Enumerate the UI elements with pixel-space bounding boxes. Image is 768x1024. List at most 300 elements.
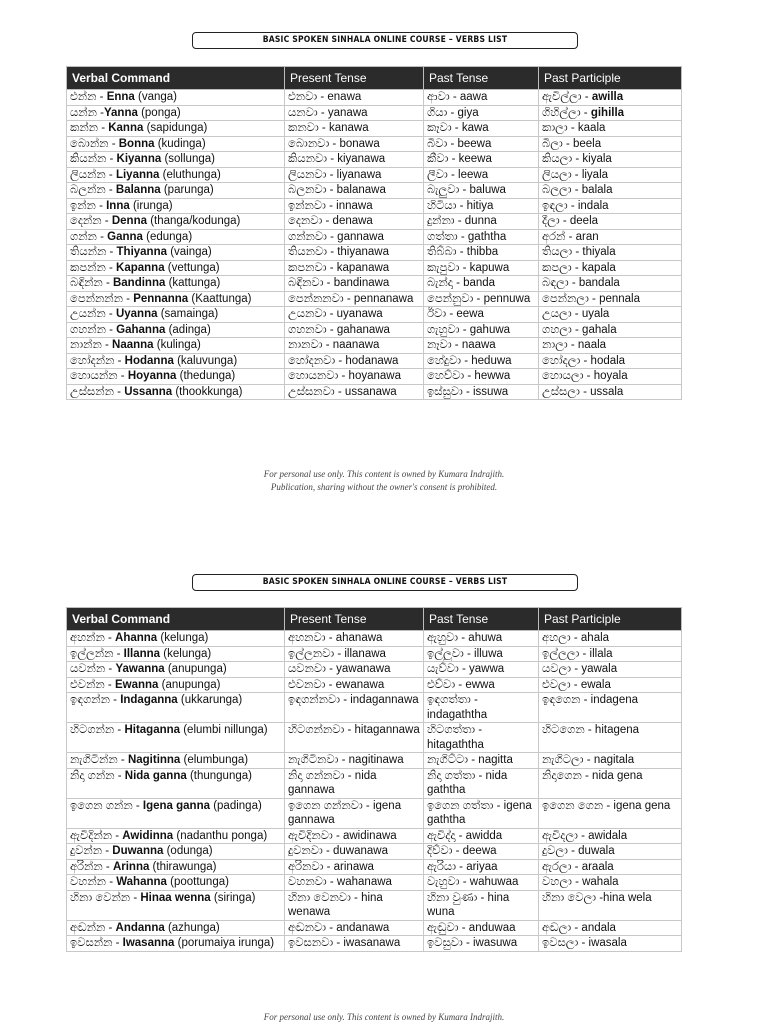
cell-text: පෙන්නුවා - pennuwa <box>427 292 531 305</box>
past-tense-cell <box>424 322 539 338</box>
cell-text: ඉවසලා - iwasala <box>542 937 627 949</box>
past-participle-cell <box>539 798 682 828</box>
past-tense-cell <box>424 369 539 385</box>
verb-romanized: Kapanna <box>116 261 165 274</box>
present-tense-cell <box>285 245 424 261</box>
verbal-command-cell <box>67 753 285 769</box>
verbal-command-cell <box>67 384 285 400</box>
cell-text: බීලා - beela <box>542 137 602 150</box>
cell-text: උයලා - uyala <box>542 308 610 320</box>
past-tense-cell <box>424 198 539 214</box>
cell-text: ලියන්න - <box>70 168 116 181</box>
verb-romanized: Bandinna <box>112 277 166 289</box>
cell-text: දුවන්න - <box>70 845 113 857</box>
cell-text: අඬනවා - andanawa <box>288 921 390 934</box>
past-participle-cell <box>539 183 682 199</box>
present-tense-cell <box>285 828 424 844</box>
cell-text: (kelunga) <box>157 632 209 644</box>
present-tense-cell <box>285 183 424 199</box>
past-tense-cell <box>424 646 539 662</box>
past-tense-cell <box>424 152 539 168</box>
cell-text: ඉන්නවා - innawa <box>288 199 373 212</box>
past-tense-cell <box>424 936 539 952</box>
cell-text: නැගිටලා - nagitala <box>542 754 635 766</box>
cell-text: යැව්වා - yawwa <box>427 663 505 675</box>
present-tense-cell <box>285 859 424 875</box>
verbal-command-cell <box>67 245 285 261</box>
verbal-command-cell <box>67 631 285 647</box>
cell-text: කෑවා - kawa <box>427 122 489 134</box>
table-row <box>67 828 682 844</box>
cell-text: ඊවා - eewa <box>427 308 484 320</box>
verb-romanized: Indaganna <box>120 694 178 706</box>
table-row <box>67 229 682 245</box>
cell-text: උයනවා - uyanawa <box>288 308 383 320</box>
verbal-command-cell <box>67 693 285 723</box>
table-row <box>67 198 682 214</box>
cell-text: එවනවා - ewanawa <box>288 678 385 691</box>
present-tense-cell <box>285 631 424 647</box>
verbal-command-cell <box>67 768 285 798</box>
verb-romanized: Naanna <box>112 339 154 351</box>
cell-text: ඉල්ලන්න - <box>70 647 124 660</box>
verbal-command-cell <box>67 121 285 137</box>
past-participle-cell <box>539 353 682 369</box>
past-participle-cell <box>539 90 682 106</box>
past-participle-cell <box>539 677 682 693</box>
present-tense-cell <box>285 890 424 920</box>
cell-text: පෙන්නලා - pennala <box>542 292 640 305</box>
cell-text: කියන්න - <box>70 153 117 165</box>
cell-text: පෙන්නනවා - pennanawa <box>288 292 414 305</box>
cell-text: තිබ්බා - thibba <box>427 246 499 258</box>
cell-text: ඇඬුවා - anduwaa <box>427 921 516 934</box>
present-tense-cell <box>285 768 424 798</box>
verb-romanized: Thiyanna <box>116 246 167 258</box>
verb-romanized: Nida ganna <box>124 769 187 782</box>
cell-text: කපනවා - kapanawa <box>288 261 390 274</box>
cell-text: බඳින්න - <box>70 277 113 289</box>
verb-romanized: Ussanna <box>124 385 173 398</box>
cell-text: නැගිටිනවා - nagitinawa <box>288 754 404 766</box>
header-past-tense: Past Tense <box>424 608 539 631</box>
cell-text: (anupunga) <box>158 678 221 691</box>
cell-text: නෑවා - naawa <box>427 339 496 351</box>
cell-text: එන්න - <box>70 91 107 103</box>
cell-text: හිනා වුණා - hina wuna <box>427 891 510 918</box>
past-tense-cell <box>424 260 539 276</box>
past-participle-cell <box>539 276 682 292</box>
past-participle-cell <box>539 890 682 920</box>
cell-text: (elumbunga) <box>180 754 249 766</box>
cell-text: (irunga) <box>129 199 173 212</box>
verb-romanized: Ewanna <box>114 678 159 691</box>
past-participle-cell <box>539 369 682 385</box>
footer-sharing-note: Publication, sharing without the owner's consent is prohibited. <box>270 482 498 492</box>
cell-text: යනවා - yanawa <box>288 106 368 119</box>
verb-romanized: Hitaganna <box>124 724 181 736</box>
verbal-command-cell <box>67 167 285 183</box>
cell-text: (parunga) <box>160 184 214 196</box>
present-tense-cell <box>285 276 424 292</box>
header-verbal-command: Verbal Command <box>67 67 285 90</box>
section-title: BASIC SPOKEN SINHALA ONLINE COURSE – VERBS LIST <box>192 32 578 49</box>
past-participle-cell <box>539 723 682 753</box>
present-tense-cell <box>285 369 424 385</box>
table-row <box>67 121 682 137</box>
cell-text: බලනවා - balanawa <box>288 184 386 196</box>
cell-text: බොනවා - bonawa <box>288 137 380 150</box>
present-tense-cell <box>285 136 424 152</box>
past-tense-cell <box>424 90 539 106</box>
past-participle-cell <box>539 214 682 230</box>
cell-text: උස්සන්න - <box>70 385 125 398</box>
table-row <box>67 631 682 647</box>
cell-text: කපන්න - <box>70 261 117 274</box>
verb-romanized: Bonna <box>118 137 155 150</box>
cell-text: කපලා - kapala <box>542 261 616 274</box>
cell-text: (poottunga) <box>166 876 229 888</box>
cell-text: බඳිනවා - bandinawa <box>288 277 390 289</box>
present-tense-cell <box>285 677 424 693</box>
cell-text: බැලුවා - baluwa <box>427 184 506 196</box>
verbal-command-cell <box>67 322 285 338</box>
present-tense-cell <box>285 384 424 400</box>
verbal-command-cell <box>67 723 285 753</box>
past-participle-cell <box>539 768 682 798</box>
cell-text: ඉඳලා - indala <box>542 199 609 212</box>
cell-text: (vainga) <box>167 246 212 258</box>
table-row <box>67 322 682 338</box>
cell-text: ඉඳගෙන - indagena <box>542 694 639 706</box>
past-tense-cell <box>424 693 539 723</box>
cell-text: හිටගන්නවා - hitagannawa <box>288 724 420 736</box>
past-tense-cell <box>424 890 539 920</box>
present-tense-cell <box>285 936 424 952</box>
past-participle-cell <box>539 844 682 860</box>
cell-text: අඬන්න - <box>70 921 116 934</box>
present-tense-cell <box>285 229 424 245</box>
cell-text: එනවා - enawa <box>288 91 362 103</box>
present-tense-cell <box>285 152 424 168</box>
cell-text: ඉල්ලුවා - illuwa <box>427 647 503 660</box>
past-tense-cell <box>424 677 539 693</box>
cell-text: (sapidunga) <box>143 122 208 134</box>
past-participle-cell <box>539 920 682 936</box>
past-tense-cell <box>424 136 539 152</box>
table-row <box>67 723 682 753</box>
cell-text: ආවා - aawa <box>427 91 488 103</box>
past-tense-cell <box>424 245 539 261</box>
present-tense-cell <box>285 291 424 307</box>
header-past-participle: Past Participle <box>539 608 682 631</box>
cell-text: අහන්න - <box>70 632 116 644</box>
cell-text: හිටගන්න - <box>70 724 125 736</box>
verb-romanized: Yanna <box>103 106 138 119</box>
cell-text: (eluthunga) <box>159 168 221 181</box>
cell-text: එවලා - ewala <box>542 678 611 691</box>
past-tense-cell <box>424 105 539 121</box>
cell-text: කැපුවා - kapuwa <box>427 261 510 274</box>
cell-text: ඉස්සුවා - issuwa <box>427 385 509 398</box>
cell-text: අඬලා - andala <box>542 921 616 934</box>
cell-text: ඉගෙන ගෙන - igena gena <box>542 799 671 812</box>
cell-text: නිදා ගන්නවා - nida gannawa <box>288 769 377 796</box>
cell-text: (thookkunga) <box>172 385 243 398</box>
cell-text: (azhunga) <box>164 921 220 934</box>
past-tense-cell <box>424 631 539 647</box>
verbal-command-cell <box>67 646 285 662</box>
cell-text: උස්සනවා - ussanawa <box>288 385 397 398</box>
cell-text: හෝදලා - hodala <box>542 354 626 367</box>
past-tense-cell <box>424 229 539 245</box>
cell-text: ගිහිල්ලා - <box>542 106 591 119</box>
past-tense-cell <box>424 183 539 199</box>
footer-ownership-note: For personal use only. This content is owned by Kumara Indrajith. <box>263 1012 505 1022</box>
cell-text: හිනා වෙන්න - <box>70 891 141 904</box>
header-past-tense: Past Tense <box>424 67 539 90</box>
present-tense-cell <box>285 322 424 338</box>
present-tense-cell <box>285 875 424 891</box>
cell-text: ලීවා - leewa <box>427 168 489 181</box>
cell-text: ඇවිදිනවා - awidinawa <box>288 829 397 842</box>
cell-text: (elumbi nillunga) <box>180 724 268 736</box>
table-row <box>67 768 682 798</box>
table-row <box>67 260 682 276</box>
present-tense-cell <box>285 844 424 860</box>
verbal-command-cell <box>67 276 285 292</box>
table-row <box>67 693 682 723</box>
cell-text: තියන්න - <box>70 246 117 258</box>
past-participle-cell <box>539 631 682 647</box>
past-participle-cell <box>539 121 682 137</box>
past-participle-cell <box>539 662 682 678</box>
past-participle-cell <box>539 936 682 952</box>
past-tense-cell <box>424 859 539 875</box>
verbs-table <box>66 66 682 400</box>
present-tense-cell <box>285 121 424 137</box>
cell-text: හොයන්න - <box>70 370 128 382</box>
cell-text: හේදුවා - heduwa <box>427 354 512 367</box>
cell-text: ඉඳගන්නවා - indagannawa <box>288 694 419 706</box>
cell-text: නිදා ගන්න - <box>70 769 125 782</box>
table-row <box>67 384 682 400</box>
cell-text: ඉගෙන ගත්තා - igena gaththa <box>427 799 532 826</box>
cell-text: බලලා - balala <box>542 184 613 196</box>
verbal-command-cell <box>67 214 285 230</box>
verbal-command-cell <box>67 828 285 844</box>
cell-text: අරින්න - <box>70 860 113 873</box>
verb-romanized: Denna <box>111 215 147 227</box>
verbal-command-cell <box>67 152 285 168</box>
past-participle-cell <box>539 875 682 891</box>
table-row <box>67 136 682 152</box>
cell-text: (ponga) <box>137 106 181 119</box>
cell-text: (kattunga) <box>165 277 221 289</box>
verbal-command-cell <box>67 229 285 245</box>
past-tense-cell <box>424 798 539 828</box>
past-tense-cell <box>424 353 539 369</box>
verbal-command-cell <box>67 890 285 920</box>
verb-romanized: Ahanna <box>115 632 158 644</box>
past-participle-cell <box>539 167 682 183</box>
cell-text: හිනා වෙලා -hina wela <box>542 891 652 904</box>
cell-text: (ukkarunga) <box>177 694 243 706</box>
cell-text: කන්න - <box>70 122 109 134</box>
verb-romanized: Nagitinna <box>127 754 181 766</box>
table-row <box>67 369 682 385</box>
cell-text: වහනවා - wahanawa <box>288 876 392 888</box>
cell-text: බොන්න - <box>70 137 119 150</box>
cell-text: හෙව්වා - hewwa <box>427 370 511 382</box>
table-row <box>67 152 682 168</box>
cell-text: (samainga) <box>157 308 219 320</box>
cell-text: හෝදන්න - <box>70 354 125 367</box>
cell-text: දෙනවා - denawa <box>288 215 373 227</box>
cell-text: ඉල්ලනවා - illanawa <box>288 647 386 660</box>
cell-text: (thirawunga) <box>149 860 217 873</box>
cell-text: හොයලා - hoyala <box>542 370 628 382</box>
verb-romanized: Illanna <box>123 647 161 660</box>
cell-text: ඉගෙන ගන්නවා - igena gannawa <box>288 799 402 826</box>
cell-text: හිටගෙන - hitagena <box>542 724 640 736</box>
cell-text: ඇවිදලා - awidala <box>542 829 628 842</box>
table-header-row <box>67 67 682 90</box>
table-row <box>67 920 682 936</box>
verb-romanized: Hodanna <box>124 354 174 367</box>
cell-text: (padinga) <box>210 799 262 812</box>
cell-text: අරිනවා - arinawa <box>288 860 374 873</box>
verb-romanized: Pennanna <box>133 292 189 305</box>
table-row <box>67 338 682 354</box>
table-row <box>67 105 682 121</box>
cell-text: යවනවා - yawanawa <box>288 663 391 675</box>
cell-text: (thungunga) <box>186 769 252 782</box>
cell-text: ඉවසනවා - iwasanawa <box>288 937 401 949</box>
table-row <box>67 936 682 952</box>
table-row <box>67 183 682 199</box>
verbal-command-cell <box>67 291 285 307</box>
table-row <box>67 798 682 828</box>
verb-romanized: Hoyanna <box>127 370 177 382</box>
cell-text: ගැහුවා - gahuwa <box>427 323 511 336</box>
present-tense-cell <box>285 105 424 121</box>
past-tense-cell <box>424 307 539 323</box>
cell-text: හෝදනවා - hodanawa <box>288 354 399 367</box>
table-row <box>67 646 682 662</box>
cell-text: බලන්න - <box>70 184 116 196</box>
cell-text: (kudinga) <box>154 137 206 150</box>
table-row <box>67 214 682 230</box>
cell-text: (thedunga) <box>176 370 236 382</box>
verbal-command-cell <box>67 875 285 891</box>
cell-text: එවන්න - <box>70 678 115 691</box>
cell-text: ඇවිල්ලා - <box>542 91 592 103</box>
cell-text: නානවා - naanawa <box>288 339 380 351</box>
cell-text: නිදාගෙන - nida gena <box>542 769 643 782</box>
past-participle-cell <box>539 859 682 875</box>
present-tense-cell <box>285 662 424 678</box>
past-participle-cell <box>539 307 682 323</box>
cell-text: උස්සලා - ussala <box>542 385 624 398</box>
header-verbal-command: Verbal Command <box>67 608 285 631</box>
table-row <box>67 291 682 307</box>
cell-text: තියනවා - thiyanawa <box>288 246 389 258</box>
cell-text: යවන්න - <box>70 663 116 675</box>
cell-text: යවලා - yawala <box>542 663 618 675</box>
verb-romanized: Enna <box>106 91 135 103</box>
verbal-command-cell <box>67 369 285 385</box>
past-participle-cell <box>539 198 682 214</box>
past-participle-cell <box>539 828 682 844</box>
cell-text: (sollunga) <box>161 153 215 165</box>
table-row <box>67 677 682 693</box>
present-tense-cell <box>285 198 424 214</box>
verbal-command-cell <box>67 307 285 323</box>
verb-romanized: Wahanna <box>116 876 167 888</box>
present-tense-cell <box>285 723 424 753</box>
cell-text: දුන්නා - dunna <box>427 215 497 227</box>
cell-text: බඳලා - bandala <box>542 277 620 289</box>
past-tense-cell <box>424 920 539 936</box>
cell-text: උයන්න - <box>70 308 116 320</box>
verbal-command-cell <box>67 662 285 678</box>
verbal-command-cell <box>67 136 285 152</box>
cell-text: දුවනවා - duwanawa <box>288 845 388 857</box>
cell-text: ඉන්න - <box>70 199 107 212</box>
verbal-command-cell <box>67 105 285 121</box>
table-header-row <box>67 608 682 631</box>
cell-text: (siringa) <box>210 891 256 904</box>
cell-text: ඇහුවා - ahuwa <box>427 632 503 644</box>
cell-text: එව්වා - ewwa <box>427 678 495 691</box>
cell-text: කීවා - keewa <box>427 153 492 165</box>
cell-text: අරන් - aran <box>542 230 599 243</box>
cell-text: දෙන්න - <box>70 215 112 227</box>
table-row <box>67 662 682 678</box>
cell-text: කියලා - kiyala <box>542 153 612 165</box>
verb-romanized: Awidinna <box>122 829 174 842</box>
cell-text: (adinga) <box>165 323 211 336</box>
verb-romanized: Andanna <box>115 921 165 934</box>
cell-text: ගහන්න - <box>70 323 117 336</box>
verb-romanized: Uyanna <box>115 308 158 320</box>
cell-text: (odunga) <box>163 845 213 857</box>
present-tense-cell <box>285 167 424 183</box>
verb-romanized: Inna <box>106 199 130 212</box>
present-tense-cell <box>285 307 424 323</box>
cell-text: අහලා - ahala <box>542 632 610 644</box>
table-row <box>67 307 682 323</box>
cell-text: ඇවිදින්න - <box>70 829 123 842</box>
past-tense-cell <box>424 121 539 137</box>
verbal-command-cell <box>67 183 285 199</box>
verb-romanized: Gahanna <box>116 323 166 336</box>
present-tense-cell <box>285 90 424 106</box>
cell-text: ඉඳගත්තා - indagaththa <box>427 694 488 721</box>
table-row <box>67 90 682 106</box>
table-row <box>67 167 682 183</box>
cell-text: ඉගෙන ගන්න - <box>70 799 143 812</box>
present-tense-cell <box>285 753 424 769</box>
cell-text: ගහලා - gahala <box>542 323 617 336</box>
cell-text: (edunga) <box>142 230 193 243</box>
past-participle-cell <box>539 229 682 245</box>
cell-text: ඇවිද්දා - awidda <box>427 829 503 842</box>
cell-text: ගියා - giya <box>427 106 479 119</box>
past-participle-cell <box>539 338 682 354</box>
cell-text: හොයනවා - hoyanawa <box>288 370 401 382</box>
